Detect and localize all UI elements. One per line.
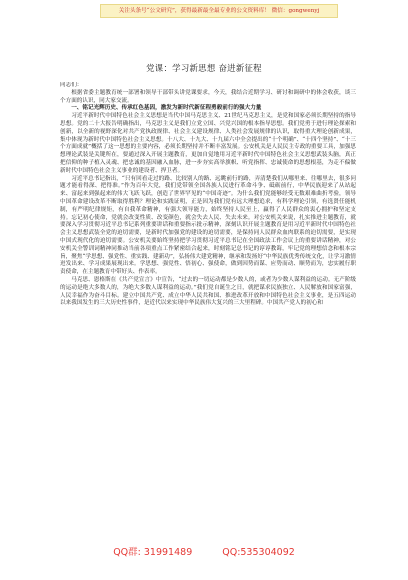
promo-banner[interactable]: 关注头条号“公文研究”，获得最新最全最专业的公文资料库！ 微信：gongwenyj	[100, 4, 338, 18]
section-heading: 一、铭记光辉历史、传承红色基因，激发为新时代新征程勇毅前行的强大力量	[71, 105, 262, 112]
paragraph: 习近平总书记指出，“只有回看走过的路、比较别人的路、远眺前行的路，弄清楚我们从哪里来、往哪里去，很多问题才能看得深、把得准。”作为百年大党，我们党带领全国各族人民进行革命斗争、砥砺前行，中华民族迎来了从站起来、富起来到强起来的伟大飞跃飞跃，创造了世界罕见的“中国奇迹”。为什么我们党能够经受无数艰难曲折考验，领导中国革命建设改革不断取得胜利？理论和实践证明，正是因为我们党有远大理想追求，有科学理论引领，有选贤任能机制，有严明纪律规矩，有自我革命精神，有强大领导能力，始终坚持人民至上，赢得了人民群众的衷心拥护和坚定支持。忘记初心使命，党就会改变性质、改变颜色，就会失去人民、失去未来。对公安机关来说，扎实推进主题教育，就要深入学习贯彻习近平总书记系列重要讲话和重要指示批示精神，深刻认识开展主题教育是用习近平新时代中国特色社会主义思想武装全党的迫切需要，是新时代加强党的建设的迫切需要，是保持同人民群众血肉联系的迫切需要，是实现中国式现代化的迫切需要。公安机关要始终坚持把学习贯彻习近平总书记在全国政法工作会议上的重要讲话精神，对公安机关全警训词精神同推动当前各项重点工作紧密结合起来，时刻铭记总书记的谆谆教诲，牢记党的理想信念和根本宗旨，聚焦“学思想、强党性、重实践、建新功”，弘扬伟大建党精神，继承和发扬好“中华民族优秀传统文化，让学习激情迸发出来、学习成果展现出来。学思想、强党性、悟初心、强使命，做到因势而谋、应势而动、顺势而为，忠实履行职责使命，在主题教育中带好头、作表率。	[60, 175, 356, 276]
paragraph-intro: 根据省委主题教育统一部署和领导干部带头讲党课要求，今天，我结合近期学习、研讨和调研中的体会收获，谈三个方面的认识，同大家交流。	[60, 89, 356, 104]
salutation: 同志们：	[60, 82, 83, 88]
document-title: 党课：学习新思想 奋进新征程	[146, 63, 262, 73]
footer-contact	[0, 544, 408, 558]
qq-group-text: QQ群: 31991489	[113, 547, 193, 558]
paragraph: 习近平新时代中国特色社会主义思想是当代中国马克思主义、21世纪马克思主义，是党和国家必须长期坚持的指导思想。党的二十大报告明确指出，马克思主义是我们立党立国、兴党兴国的根本指导思想。我们党勇于进行理论探索和创新，以全新的视野深化对共产党执政规律、社会主义建设规律、人类社会发展规律的认识，取得重大理论创新成果，集中体现为新时代中国特色社会主义思想。十八大、十九大、十九届六中全会提出的“十个明确”、“十四个坚持”、“十三个方面成就”概括了这一思想的主要内容，必须长期坚持并不断丰富发展。公安机关是人民民主专政的重要工具，加强思想理论武装是关键所在，要通过深入开展主题教育，更加自觉地用习近平新时代中国特色社会主义思想武装头脑，真正把信仰的种子植入灵魂、把忠诚的基因融入血脉，进一步夯实高举旗帜、听党指挥、忠诚使命的思想根基，为走不偏做新时代中国特色社会主义事业的建设者、捍卫者。	[60, 113, 356, 174]
qq-text: QQ:535304092	[222, 547, 295, 558]
document-body	[60, 82, 356, 522]
paragraph: 马克思、恩格斯在《共产党宣言》中宣告，“过去的一切运动都是少数人的，或者为少数人谋利益的运动。无产阶级的运动是绝大多数人的，为绝大多数人谋利益的运动。”我们党自诞生之日，就把谋求民族独立、人民解放和国家富强，人民幸福作为奋斗目标。建立中国共产党、成立中华人民共和国、推进改革开放和中国特色社会主义事业，是五四运动以来我国发生的三大历史性事件，是近代以来实现中华民族伟大复兴的三大里程碑。中国共产党人的初心和	[60, 276, 356, 307]
